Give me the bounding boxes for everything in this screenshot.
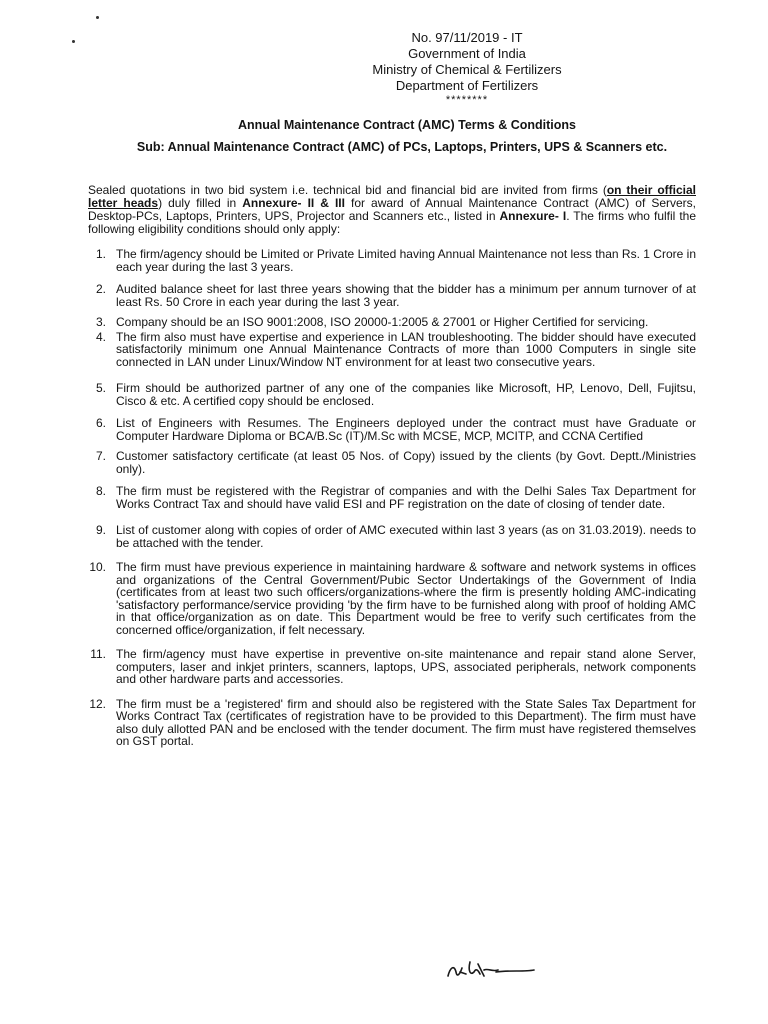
- header-department: Department of Fertilizers: [395, 78, 539, 93]
- letter-header: [238, 30, 696, 106]
- condition-item: [88, 316, 696, 329]
- condition-item: [88, 283, 696, 308]
- header-ministry: Ministry of Chemical & Fertilizers: [372, 62, 562, 77]
- condition-text: The firm/agency should be Limited or Private Limited having Annual Maintenance not less than Rs. 1 Crore in each year during the last 3 years.: [116, 247, 696, 274]
- condition-item: [88, 331, 696, 369]
- condition-number: 10.: [89, 560, 106, 574]
- condition-item: [88, 698, 696, 748]
- condition-number: 12.: [89, 696, 106, 711]
- condition-item: [88, 248, 696, 273]
- header-government: Government of India: [408, 46, 526, 61]
- condition-item: [88, 524, 696, 549]
- condition-text: The firm must be a 'registered' firm and should also be registered with the State Sales Tax Department for Works Contract Tax (certificates of registration have to be provided to this Department). The firm must have also duly allotted PAN and be enclosed with the tender document. The firm must have registered themselves on GST portal.: [116, 696, 696, 748]
- condition-item: [88, 648, 696, 686]
- eligibility-conditions-list: [88, 248, 696, 748]
- condition-item: [88, 417, 696, 442]
- condition-number: 11.: [90, 647, 106, 661]
- condition-number: 2.: [95, 282, 106, 296]
- condition-number: 8.: [95, 484, 106, 498]
- scan-speck: [72, 40, 75, 43]
- condition-text: Firm should be authorized partner of any one of the companies like Microsoft, HP, Lenovo, Dell, Fujitsu, Cisco & etc. A certified copy should be enclosed.: [116, 381, 696, 408]
- intro-underlined-text: on their official letter heads: [88, 183, 696, 210]
- condition-item: [88, 561, 696, 636]
- condition-number: 3.: [95, 315, 106, 329]
- reference-number: No. 97/11/2019 - IT: [411, 30, 523, 45]
- condition-number: 6.: [95, 416, 106, 430]
- condition-number: 7.: [95, 449, 106, 463]
- condition-text: List of customer along with copies of order of AMC executed within last 3 years (as on 31.03.2019). needs to be attached with the tender.: [116, 523, 696, 550]
- condition-text: List of Engineers with Resumes. The Engineers deployed under the contract must have Graduate or Computer Hardware Diploma or BCA/B.Sc (IT)/M.Sc with MCSE, MCP, MCITP, and CCNA Certified: [116, 416, 696, 443]
- intro-annexure-ref: Annexure- II & III: [242, 196, 345, 210]
- condition-number: 4.: [95, 329, 106, 344]
- condition-text: The firm must be registered with the Registrar of companies and with the Delhi Sales Tax Department for Works Contract Tax and should have valid ESI and PF registration on the date of closing of tender date.: [116, 484, 696, 511]
- document-title: Annual Maintenance Contract (AMC) Terms & Conditions: [238, 118, 576, 132]
- intro-text: ) duly filled in: [158, 196, 243, 210]
- condition-number: 9.: [95, 523, 106, 537]
- condition-text: The firm also must have expertise and experience in LAN troubleshooting. The bidder should have executed satisfactorily minimum one Annual Maintenance Contracts of more than 1000 Computers in single site connected in LAN under Linux/Window NT environment for at least two consecutive years.: [116, 329, 696, 369]
- condition-text: Customer satisfactory certificate (at least 05 Nos. of Copy) issued by the clients (by Govt. Deptt./Ministries only).: [116, 449, 696, 476]
- condition-text: Company should be an ISO 9001:2008, ISO 20000-1:2005 & 27001 or Higher Certified for servicing.: [116, 315, 649, 329]
- handwritten-signature: [440, 950, 540, 986]
- condition-text: The firm/agency must have expertise in preventive on-site maintenance and repair stand alone Server, computers, laser and inkjet printers, scanners, laptops, UPS, associated peripherals, network components and other hardware parts and accessories.: [116, 647, 696, 686]
- condition-item: [88, 485, 696, 510]
- condition-text: The firm must have previous experience in maintaining hardware & software and network systems in offices and organizations of the Central Government/Pubic Sector Undertakings of the Government of India (certificates from at least two such officers/organizations-where the firm is presently holding AMC-indicating 'satisfactory performance/service providing 'by the firm have to be furnished along with proof of holding AMC in that office/organization as on date. This Department would be free to verify such certificates from the concerned office/organization, if felt necessary.: [116, 560, 696, 637]
- intro-annexure-ref: Annexure- I: [499, 209, 567, 223]
- condition-number: 1.: [95, 247, 106, 261]
- scan-speck: [96, 16, 99, 19]
- intro-text: Sealed quotations in two bid system i.e. technical bid and financial bid are invited from firms (: [88, 183, 607, 197]
- intro-paragraph: [88, 184, 696, 236]
- header-stars: ********: [445, 94, 489, 106]
- intro-text: . The firms who fulfil the following eligibility conditions should only apply:: [88, 209, 696, 236]
- condition-number: 5.: [95, 381, 106, 395]
- condition-item: [88, 382, 696, 407]
- document-subject: Sub: Annual Maintenance Contract (AMC) of PCs, Laptops, Printers, UPS & Scanners etc.: [136, 140, 668, 154]
- condition-text: Audited balance sheet for last three years showing that the bidder has a minimum per annum turnover of at least Rs. 50 Crore in each year during the last 3 year.: [116, 282, 696, 309]
- condition-item: [88, 450, 696, 475]
- intro-text: for award of Annual Maintenance Contract (AMC) of Servers, Desktop-PCs, Laptops, Printers, UPS, Projector and Scanners etc., listed in: [88, 196, 697, 223]
